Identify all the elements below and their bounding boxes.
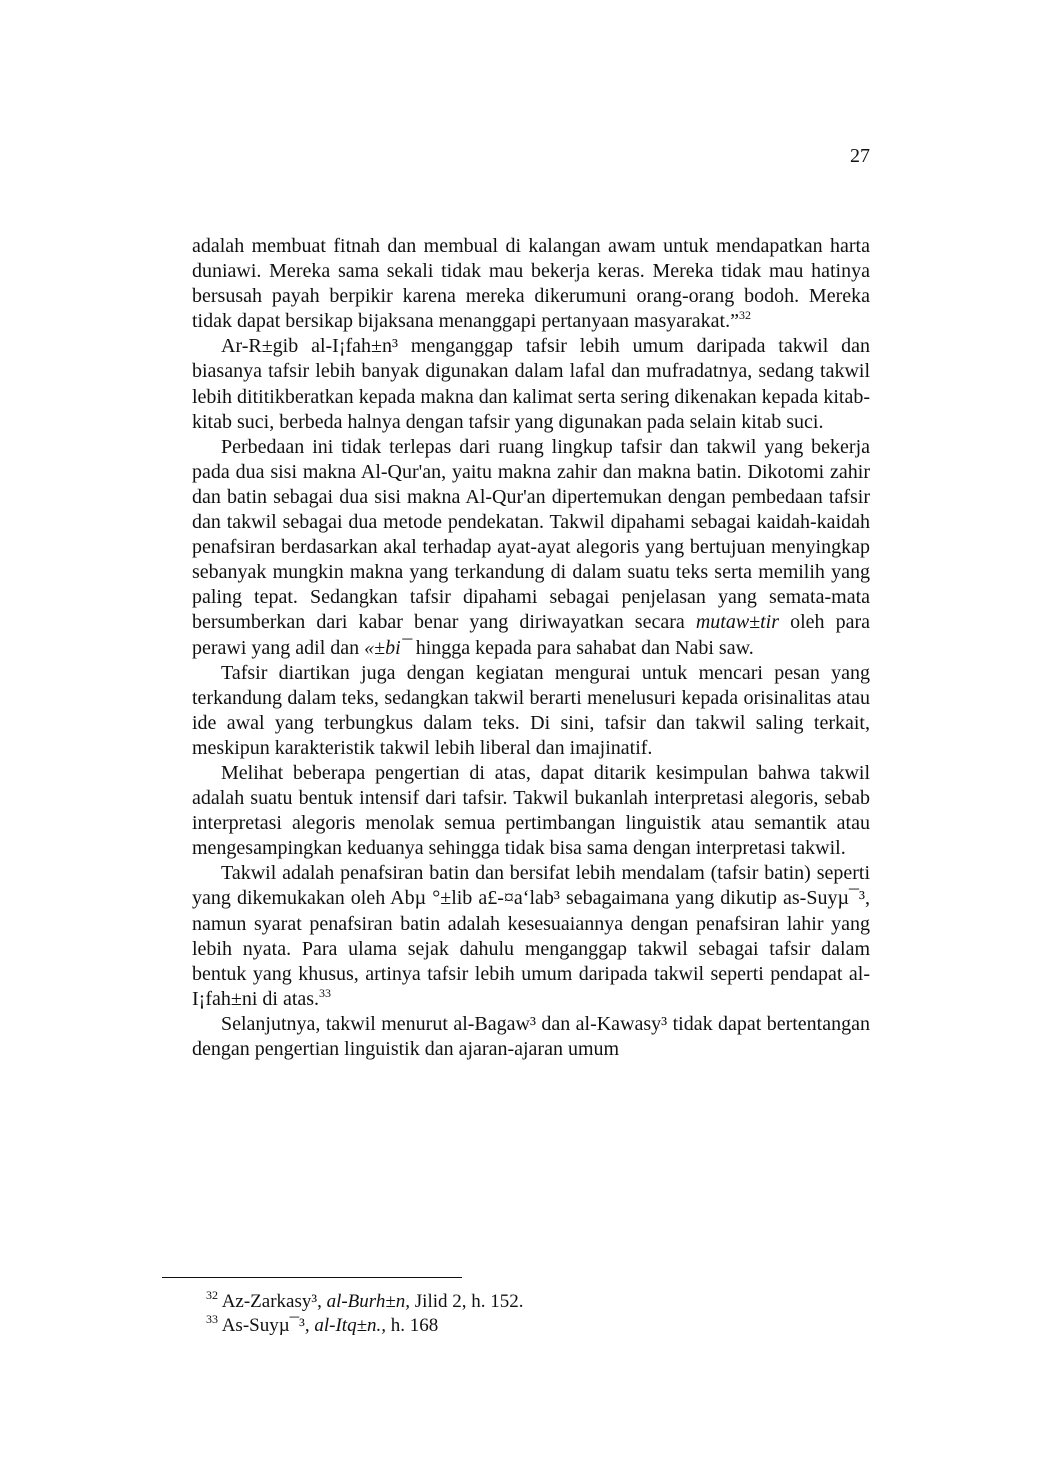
footnote-separator bbox=[162, 1277, 462, 1278]
paragraph-text: hingga kepada para sahabat dan Nabi saw. bbox=[410, 636, 754, 659]
footnote bbox=[206, 1290, 866, 1314]
footnote-number: 32 bbox=[206, 1288, 218, 1302]
footnote bbox=[206, 1314, 866, 1338]
footnotes bbox=[206, 1290, 866, 1338]
paragraph-text: oleh para perawi yang adil dan bbox=[192, 611, 870, 659]
footnote-text: h. 168 bbox=[386, 1315, 439, 1336]
page-number: 27 bbox=[850, 145, 870, 167]
paragraph-text: adalah membuat fitnah dan membual di kalangan awam untuk mendapatkan harta duniawi. Mereka sama sekali tidak mau bekerja keras. Mereka tidak mau hatinya bersusah payah berpikir karena mereka dikerumuni orang-orang bodoh. Mereka tidak dapat bersikap bijaksana menanggapi pertanyaan masyarakat.” bbox=[192, 235, 870, 333]
footnote-reference: 33 bbox=[319, 985, 332, 1000]
paragraph-text: Tafsir diartikan juga dengan kegiatan mengurai untuk mencari pesan yang terkandung dalam teks, sedangkan takwil berarti menelusuri kepada orisinalitas atau ide awal yang terbungkus dalam teks. Di sini, tafsir dan takwil saling terkait, meskipun karakteristik takwil lebih liberal dan imajinatif. bbox=[192, 661, 870, 759]
italic-term: «±bi¯ bbox=[364, 636, 411, 659]
paragraph bbox=[192, 334, 870, 434]
body-text bbox=[192, 234, 870, 1062]
paragraph bbox=[192, 761, 870, 861]
paragraph-text: Selanjutnya, takwil menurut al-Bagaw³ dan al-Kawasy³ tidak dapat bertentangan dengan pengertian linguistik dan ajaran-ajaran umum bbox=[192, 1012, 870, 1060]
footnote-text: Jilid 2, h. 152. bbox=[410, 1291, 524, 1312]
italic-term: mutaw±tir bbox=[695, 611, 780, 634]
footnote-text: Az-Zarkasy³, bbox=[218, 1291, 327, 1312]
footnote-number: 33 bbox=[206, 1312, 218, 1326]
paragraph-text: Perbedaan ini tidak terlepas dari ruang lingkup tafsir dan takwil yang bekerja pada dua sisi makna Al-Qur'an, yaitu makna zahir dan makna batin. Dikotomi zahir dan batin sebagai dua sisi makna Al-Qur'an dipertemukan dengan pembedaan tafsir dan takwil sebagai dua metode pendekatan. Takwil dipahami sebagai kaidah-kaidah penafsiran berdasarkan akal terhadap ayat-ayat alegoris yang bertujuan menyingkap sebanyak mungkin makna yang terkandung di dalam suatu teks serta memilih yang paling tepat. Sedangkan tafsir dipahami sebagai penjelasan yang semata-mata bersumberkan dari kabar benar yang diriwayatkan secara bbox=[192, 435, 870, 634]
paragraph-text: Ar-R±gib al-I¡fah±n³ menganggap tafsir lebih umum daripada takwil dan biasanya tafsir lebih banyak digunakan dalam lafal dan mufradatnya, sedang takwil lebih dititikberatkan kepada makna dan kalimat serta sering dikenakan kepada kitab-kitab suci, berbeda halnya dengan tafsir yang digunakan pada selain kitab suci. bbox=[192, 335, 870, 433]
paragraph bbox=[192, 234, 870, 334]
footnote-reference: 32 bbox=[739, 308, 751, 323]
paragraph bbox=[192, 861, 870, 1012]
footnote-source-title: al-Burh±n, bbox=[326, 1291, 411, 1312]
paragraph bbox=[192, 661, 870, 761]
paragraph-text: Takwil adalah penafsiran batin dan bersifat lebih mendalam (tafsir batin) seperti yang dikemukakan oleh Abµ °±lib a£-¤a‘lab³ sebagaimana yang dikutip as-Suyµ¯³, namun syarat penafsiran batin adalah kesesuaiannya dengan penafsiran lahir yang lebih nyata. Para ulama sejak dahulu menganggap takwil sebagai tafsir dalam bentuk yang khusus, artinya tafsir lebih umum daripada takwil seperti pendapat al-I¡fah±ni di atas. bbox=[192, 862, 870, 1010]
paragraph bbox=[192, 435, 870, 661]
footnote-text: As-Suyµ¯³, bbox=[218, 1315, 315, 1336]
footnote-source-title: al-Itq±n., bbox=[314, 1315, 386, 1336]
paragraph bbox=[192, 1012, 870, 1062]
paragraph-text: Melihat beberapa pengertian di atas, dapat ditarik kesimpulan bahwa takwil adalah suatu bentuk intensif dari tafsir. Takwil bukanlah interpretasi alegoris, sebab interpretasi alegoris menolak semua pertimbangan linguistik atau semantik atau mengesampingkan keduanya sehingga tidak bisa sama dengan interpretasi takwil. bbox=[192, 761, 870, 860]
